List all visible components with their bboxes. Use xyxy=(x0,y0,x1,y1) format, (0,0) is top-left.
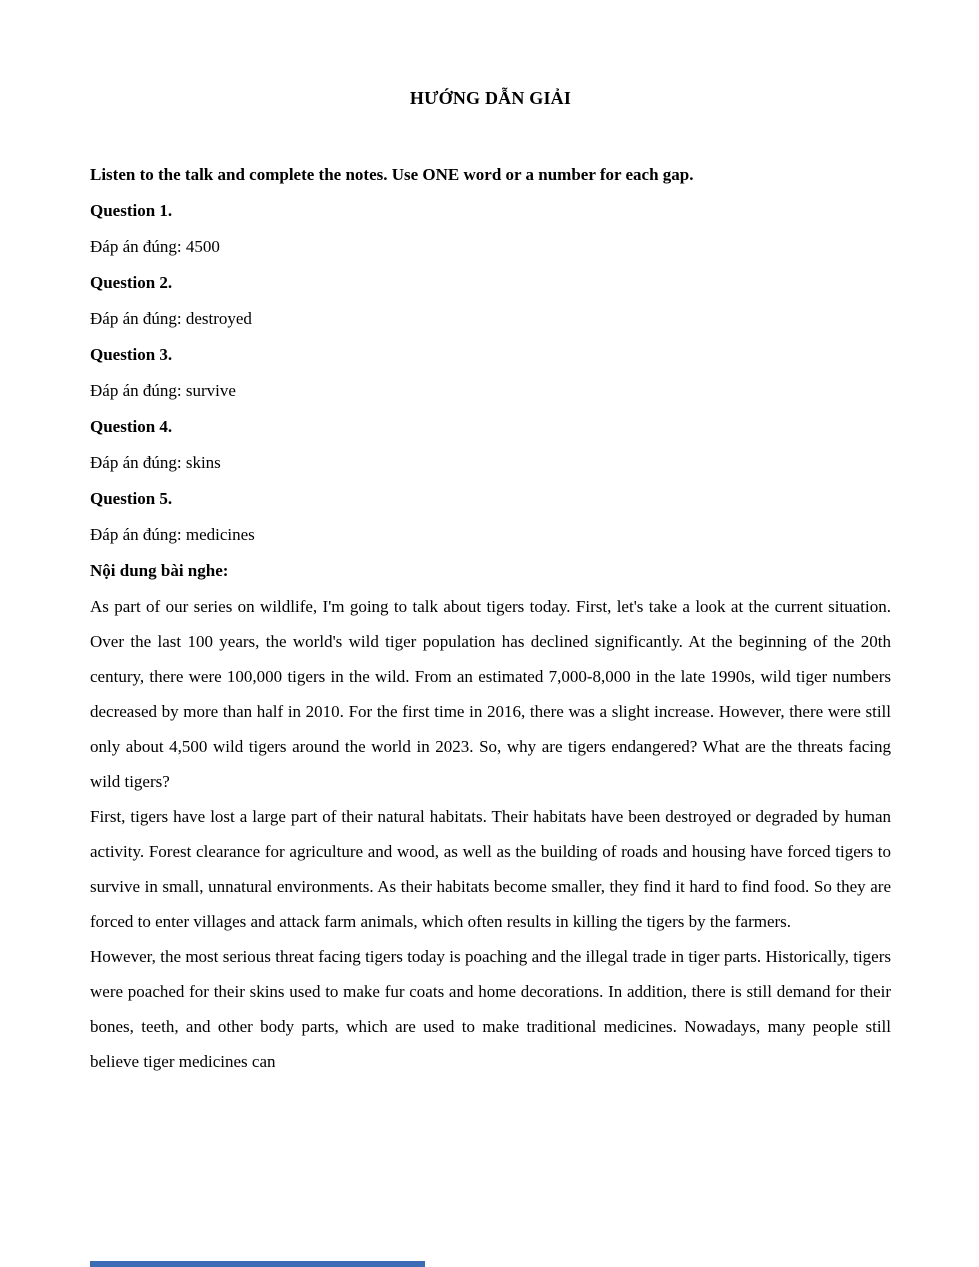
question-3-answer: Đáp án đúng: survive xyxy=(90,381,236,400)
question-1-label: Question 1. xyxy=(90,201,173,220)
question-1-answer: Đáp án đúng: 4500 xyxy=(90,237,220,256)
footer-accent-bar xyxy=(90,1261,425,1267)
question-3-label: Question 3. xyxy=(90,345,173,364)
question-4-label: Question 4. xyxy=(90,417,173,436)
instruction-text: Listen to the talk and complete the notes. Use ONE word or a number for each gap. xyxy=(90,165,694,184)
question-2-answer: Đáp án đúng: destroyed xyxy=(90,309,252,328)
transcript-paragraph-3: However, the most serious threat facing tigers today is poaching and the illegal trade in tiger parts. Historically, tigers were poached for their skins used to make fur coats and home decorations. In addition, there is still demand for their bones, teeth, and other body parts, which are used to make traditional medicines. Nowadays, many people still believe tiger medicines can xyxy=(90,947,891,1071)
question-2-label: Question 2. xyxy=(90,273,173,292)
question-5-answer: Đáp án đúng: medicines xyxy=(90,525,255,544)
transcript-paragraph-2: First, tigers have lost a large part of their natural habitats. Their habitats have been destroyed or degraded by human activity. Forest clearance for agriculture and wood, as well as the building of roads and housing have forced tigers to survive in small, unnatural environments. As their habitats become smaller, they find it hard to find food. So they are forced to enter villages and attack farm animals, which often results in killing the tigers by the farmers. xyxy=(90,807,891,931)
page-title: HƯỚNG DẪN GIẢI xyxy=(409,88,572,108)
question-5-label: Question 5. xyxy=(90,489,173,508)
question-4-answer: Đáp án đúng: skins xyxy=(90,453,221,472)
transcript-paragraph-1: As part of our series on wildlife, I'm going to talk about tigers today. First, let's take a look at the current situation. Over the last 100 years, the world's wild tiger population has declined significantly. At the beginning of the 20th century, there were 100,000 tigers in the wild. From an estimated 7,000-8,000 in the late 1990s, wild tiger numbers decreased by more than half in 2010. For the first time in 2016, there was a slight increase. However, there were still only about 4,500 wild tigers around the world in 2023. So, why are tigers endangered? What are the threats facing wild tigers? xyxy=(90,597,891,791)
transcript-heading: Nội dung bài nghe: xyxy=(90,561,229,580)
